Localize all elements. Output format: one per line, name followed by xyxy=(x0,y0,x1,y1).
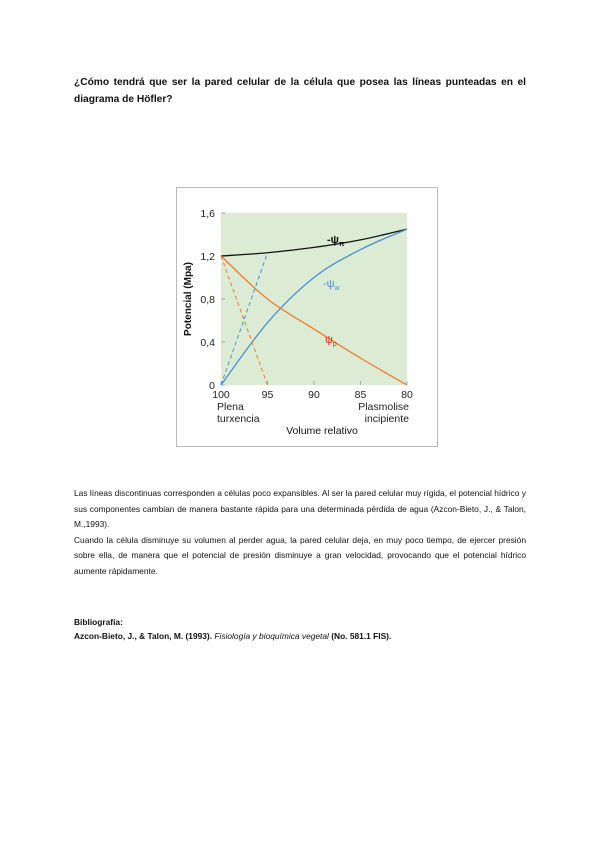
series-label: $\psi_p$ xyxy=(325,334,337,348)
x-tick-label: 80 xyxy=(401,389,413,401)
question-text: ¿Cómo tendrá que ser la pared celular de la célula que posea las líneas punteadas en el diagrama de Höfler? xyxy=(74,77,526,105)
bibliography-entry xyxy=(74,629,526,643)
paragraph-1-end: ). xyxy=(104,519,110,530)
y-tick-label: 0 xyxy=(209,380,215,392)
explanation-paragraph-2: Cuando la célula disminuye su volumen al perder agua, la pared celular deja, en muy poco tiempo, de ejercer presión sobre ella, de manera que el potencial de presión disminuye a gran velocidad, provocando que el potencial hídrico aumente rápidamente. xyxy=(74,534,526,576)
explanation-paragraph-1 xyxy=(74,486,526,533)
x-annotation-left: Plena xyxy=(217,401,244,413)
series-label: $-\psi_\pi$ xyxy=(327,234,345,248)
x-tick-label: 100 xyxy=(212,389,230,401)
y-tick-label: 1,2 xyxy=(200,251,215,263)
y-axis-title: Potencial (Mpa) xyxy=(183,262,194,336)
x-tick-label: 85 xyxy=(354,389,367,401)
citation: Azcon-Bieto, J., & Talon, M.,1993 xyxy=(74,503,526,530)
x-annotation-left: turxencia xyxy=(217,413,260,425)
x-annotation-right: incipiente xyxy=(364,413,409,425)
reference-authors: Azcon-Bieto, J., & Talon, M. (1993). xyxy=(74,631,215,641)
paragraph-1-text: Las líneas discontinuas corresponden a células poco expansibles. Al ser la pared celular muy rígida, el potencial hídrico y sus componentes cambian de manera bastante rápida para una determinada pérdida de agua ( xyxy=(74,488,526,514)
reference-suffix: (No. 581.1 FIS). xyxy=(328,631,392,641)
bibliography-heading: Bibliografía: xyxy=(74,617,123,627)
hofler-chart xyxy=(177,188,437,446)
x-axis-title: Volume relativo xyxy=(286,425,358,437)
x-tick-label: 90 xyxy=(308,389,320,401)
series-label: $-\psi_w$ xyxy=(323,278,340,292)
explanation-text xyxy=(74,486,526,580)
x-tick-label: 95 xyxy=(261,389,274,401)
y-tick-label: 0,4 xyxy=(200,337,215,349)
hofler-diagram xyxy=(176,187,438,447)
plot-background xyxy=(221,213,407,385)
y-tick-label: 0,8 xyxy=(200,294,215,306)
reference-title: Fisiología y bioquímica vegetal xyxy=(214,631,329,641)
y-tick-label: 1,6 xyxy=(200,208,215,220)
bibliography xyxy=(74,615,526,643)
x-annotation-right: Plasmolise xyxy=(358,401,409,413)
